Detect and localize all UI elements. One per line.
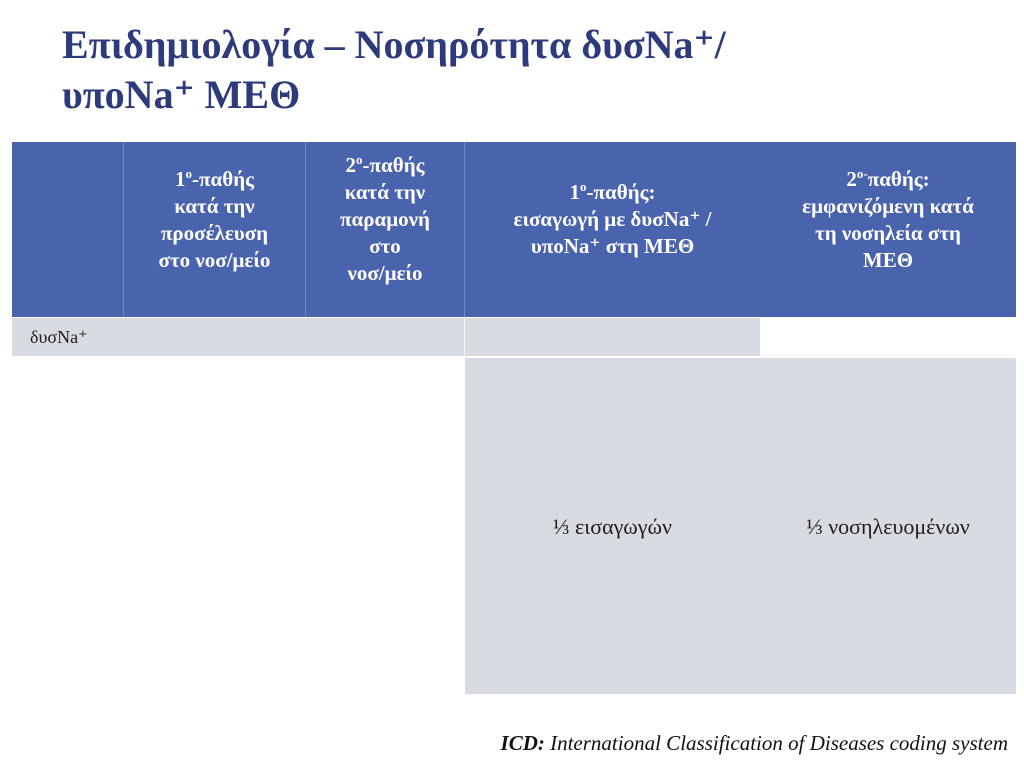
title-line-2: υποNa⁺ ΜΕΘ — [62, 72, 301, 117]
cell-value: ⅓ νοσηλευομένων — [806, 513, 970, 539]
slide-title — [62, 20, 726, 120]
ordinal-suffix: ο — [185, 165, 193, 181]
footnote — [501, 731, 1008, 756]
ordinal-number: 2 — [345, 153, 356, 177]
header-cell-primary-on-admission — [124, 142, 306, 317]
header-cell-title — [570, 179, 656, 206]
header-title-rest: παθής: — [867, 166, 930, 191]
ordinal-suffix: ο — [356, 152, 363, 167]
row-label-dysnatremia — [12, 317, 124, 357]
cell-value: ⅓ εισαγωγών — [553, 513, 672, 539]
footnote-abbreviation: ICD: — [500, 731, 545, 755]
header-line: εισαγωγή με δυσNa⁺ / — [513, 207, 712, 231]
header-line: υποNa⁺ στη ΜΕΘ — [530, 234, 695, 258]
data-table — [12, 142, 1016, 695]
header-title-rest: -παθής — [362, 153, 425, 177]
table-cell-empty — [124, 317, 306, 357]
ordinal-number: 1 — [569, 180, 580, 204]
row-label-text: δυσNa⁺ — [30, 326, 88, 347]
ordinal-suffix: ο — [580, 179, 587, 194]
header-title-rest: -παθής: — [586, 180, 656, 204]
header-cell-primary-icu-admission — [465, 142, 760, 317]
ordinal-number: 1 — [175, 166, 186, 191]
header-cell-title — [346, 152, 425, 179]
footnote-text: International Classification of Diseases coding system — [550, 731, 1008, 755]
header-line: εμφανιζόμενη κατά — [802, 193, 974, 218]
header-line: στο νοσ/μείο — [158, 247, 271, 272]
table-cell-empty — [306, 317, 465, 357]
header-line: νοσ/μείο — [347, 261, 423, 285]
header-line: κατά την — [344, 180, 426, 204]
header-line: προσέλευση — [160, 220, 269, 245]
table-cell-empty — [465, 317, 760, 357]
header-corner-cell — [12, 142, 124, 317]
header-cell-title — [175, 166, 254, 193]
header-line: στο — [369, 234, 401, 258]
header-line: ΜΕΘ — [862, 247, 914, 272]
table-cell-dys-icu-stay — [760, 357, 1016, 695]
ordinal-number: 2 — [846, 166, 857, 191]
ordinal-suffix: ο- — [856, 165, 868, 181]
table-cell-dys-icu-admission — [465, 357, 760, 695]
header-line: τη νοσηλεία στη — [815, 220, 961, 245]
header-title-rest: -παθής — [192, 166, 254, 191]
header-line: κατά την — [174, 193, 255, 218]
header-line: παραμονή — [340, 207, 430, 231]
title-line-1: Επιδημιολογία – Νοσηρότητα δυσNa⁺/ — [62, 22, 726, 67]
header-cell-title — [846, 166, 929, 193]
header-cell-secondary-icu-stay — [760, 142, 1016, 317]
header-cell-secondary-during-stay — [306, 142, 465, 317]
